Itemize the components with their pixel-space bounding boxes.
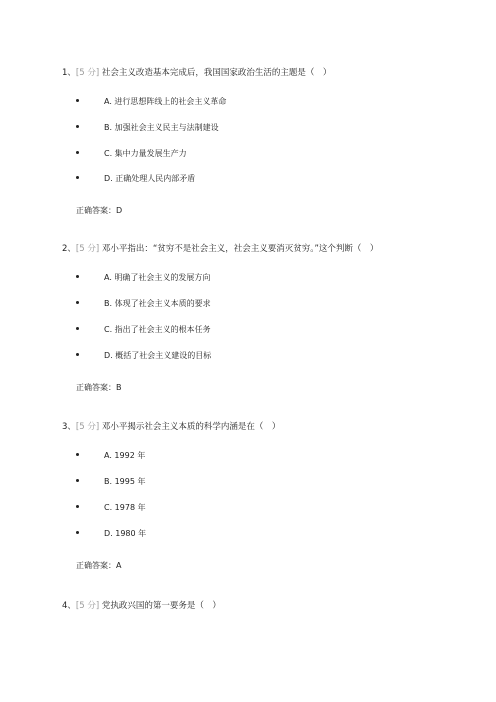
option-item [76, 350, 211, 362]
bullet-icon [76, 327, 79, 330]
question-text: 社会主义改造基本完成后，我国国家政治生活的主题是（ ） [101, 68, 332, 78]
option-text: B. 加强社会主义民主与法制建设 [104, 123, 219, 132]
option-text: D. 正确处理人民内部矛盾 [104, 174, 196, 183]
option-item [76, 450, 145, 462]
bullet-icon [76, 353, 79, 356]
option-text: D. 概括了社会主义建设的目标 [104, 351, 212, 360]
bullet-icon [76, 275, 79, 278]
option-text: B. 体现了社会主义本质的要求 [104, 299, 211, 308]
option-text: D. 1980 年 [104, 529, 147, 538]
question-number: 2、 [62, 244, 76, 254]
option-item [76, 148, 187, 160]
option-item [76, 298, 211, 310]
question-text: 邓小平指出：“贫穷不是社会主义，社会主义要消灭贫穷。”这个判断（ ） [101, 244, 379, 254]
option-text: A. 进行思想阵线上的社会主义革命 [104, 97, 227, 106]
question-number: 1、 [62, 68, 76, 78]
option-item [76, 502, 146, 514]
option-item [76, 272, 210, 284]
option-text: A. 明确了社会主义的发展方向 [104, 273, 211, 282]
option-item [76, 528, 146, 540]
bullet-icon [76, 453, 79, 456]
option-text: C. 1978 年 [104, 503, 146, 512]
question-number: 4、 [62, 601, 76, 611]
option-item [76, 173, 195, 185]
question-score: [5 分] [75, 422, 100, 432]
correct-answer: 正确答案：B [76, 383, 122, 392]
bullet-icon [76, 176, 79, 179]
correct-answer: 正确答案：A [76, 561, 122, 570]
correct-answer: 正确答案：D [76, 206, 123, 215]
option-text: B. 1995 年 [104, 477, 146, 486]
bullet-icon [76, 505, 79, 508]
question-score: [5 分] [75, 601, 100, 611]
question-score: [5 分] [75, 244, 100, 254]
option-text: A. 1992 年 [104, 451, 146, 460]
bullet-icon [76, 125, 79, 128]
bullet-icon [76, 151, 79, 154]
bullet-icon [76, 99, 79, 102]
bullet-icon [76, 301, 79, 304]
bullet-icon [76, 479, 79, 482]
option-item [76, 122, 219, 134]
option-item [76, 96, 226, 108]
option-item [76, 476, 145, 488]
option-text: C. 指出了社会主义的根本任务 [104, 325, 211, 334]
option-text: C. 集中力量发展生产力 [104, 149, 187, 158]
question-1 [62, 67, 331, 79]
question-text: 邓小平揭示社会主义本质的科学内涵是在（ ） [101, 422, 281, 432]
bullet-icon [76, 531, 79, 534]
question-number: 3、 [62, 422, 76, 432]
question-2 [62, 243, 378, 255]
question-text: 党执政兴国的第一要务是（ ） [101, 601, 221, 611]
question-score: [5 分] [75, 68, 100, 78]
question-4 [62, 600, 221, 612]
question-3 [62, 421, 280, 433]
option-item [76, 324, 211, 336]
